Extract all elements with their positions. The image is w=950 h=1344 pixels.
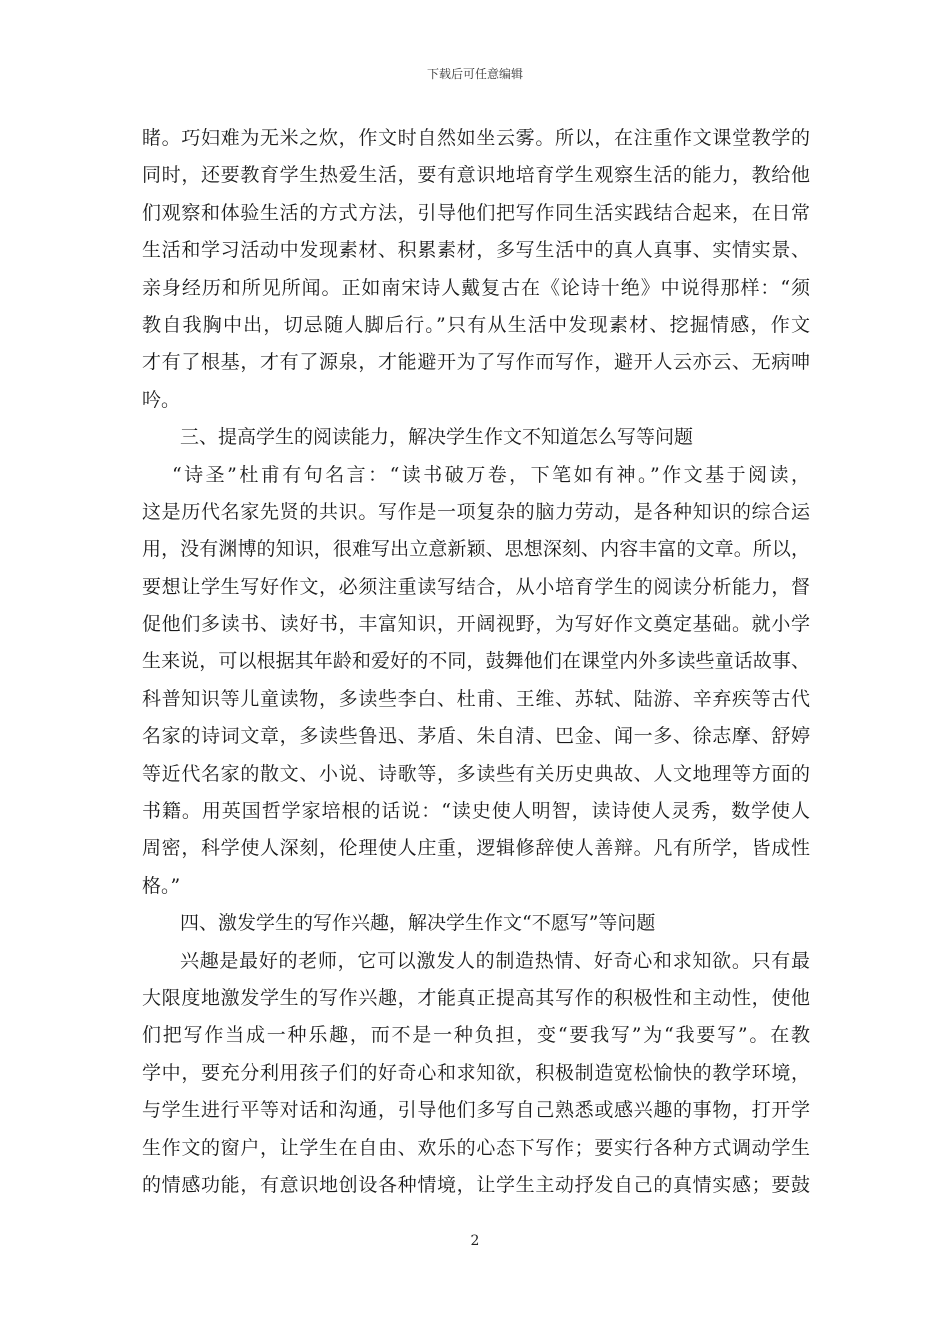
section-heading-3: 三、提高学生的阅读能力，解决学生作文不知道怎么写等问题 (180, 426, 694, 449)
body-line: 才有了根基，才有了源泉，才能避开为了写作而写作，避开人云亦云、无病呻 (142, 351, 810, 374)
body-line: 们观察和体验生活的方式方法，引导他们把写作同生活实践结合起来，在日常 (142, 201, 810, 224)
section-heading-4: 四、激发学生的写作兴趣，解决学生作文“不愿写”等问题 (180, 912, 656, 935)
body-line: 科普知识等儿童读物，多读些李白、杜甫、王维、苏轼、陆游、辛弃疾等古代 (142, 687, 810, 710)
body-line: 格。” (142, 874, 181, 897)
page-header: 下载后可任意编辑 (426, 67, 523, 81)
page-number: 2 (470, 1233, 480, 1249)
body-line: 睹。巧妇难为无米之炊，作文时自然如坐云雾。所以，在注重作文课堂教学的 (142, 127, 810, 149)
body-line: 同时，还要教育学生热爱生活，要有意识地培育学生观察生活的能力，教给他 (142, 164, 810, 187)
body-line: 与学生进行平等对话和沟通，引导他们多写自己熟悉或感兴趣的事物，打开学 (142, 1099, 810, 1122)
body-line: 用，没有渊博的知识，很难写出立意新颖、思想深刻、内容丰富的文章。所以， (142, 538, 810, 561)
body-line: “诗圣”杜甫有句名言：“读书破万卷，下笔如有神。”作文基于阅读， (172, 463, 810, 486)
body-line: 书籍。用英国哲学家培根的话说：“读史使人明智，读诗使人灵秀，数学使人 (142, 800, 810, 823)
body-line: 们把写作当成一种乐趣，而不是一种负担，变“要我写”为“我要写”。在教 (142, 1024, 810, 1047)
body-line: 生活和学习活动中发现素材、积累素材，多写生活中的真人真事、实情实景、 (142, 239, 810, 262)
body-line: 亲身经历和所见所闻。正如南宋诗人戴复古在《论诗十绝》中说得那样：“须 (142, 276, 810, 299)
body-line: 要想让学生写好作文，必须注重读写结合，从小培育学生的阅读分析能力，督 (142, 575, 810, 598)
body-line: 促他们多读书、读好书，丰富知识，开阔视野，为写好作文奠定基础。就小学 (142, 613, 810, 636)
body-line: 等近代名家的散文、小说、诗歌等，多读些有关历史典故、人文地理等方面的 (142, 762, 810, 785)
body-line: 生作文的窗户，让学生在自由、欢乐的心态下写作；要实行各种方式调动学生 (142, 1136, 810, 1159)
body-line: 名家的诗词文章，多读些鲁迅、茅盾、朱自清、巴金、闻一多、徐志摩、舒婷 (142, 725, 810, 748)
body-line: 大限度地激发学生的写作兴趣，才能真正提高其写作的积极性和主动性，使他 (142, 986, 810, 1009)
body-line: 的情感功能，有意识地创设各种情境，让学生主动抒发自己的真情实感；要鼓 (142, 1173, 810, 1196)
body-line: 吟。 (142, 388, 181, 411)
body-line: 兴趣是最好的老师，它可以激发人的制造热情、好奇心和求知欲。只有最 (180, 949, 810, 972)
body-line: 生来说，可以根据其年龄和爱好的不同，鼓舞他们在课堂内外多读些童话故事、 (142, 650, 810, 673)
body-line: 教自我胸中出，切忌随人脚后行。”只有从生活中发现素材、挖掘情感，作文 (142, 313, 810, 336)
body-line: 学中，要充分利用孩子们的好奇心和求知欲，积极制造宽松愉快的教学环境， (142, 1061, 810, 1084)
body-line: 这是历代名家先贤的共识。写作是一项复杂的脑力劳动，是各种知识的综合运 (142, 500, 810, 523)
body-line: 周密，科学使人深刻，伦理使人庄重，逻辑修辞使人善辩。凡有所学，皆成性 (142, 837, 810, 860)
document-body (142, 120, 810, 1204)
